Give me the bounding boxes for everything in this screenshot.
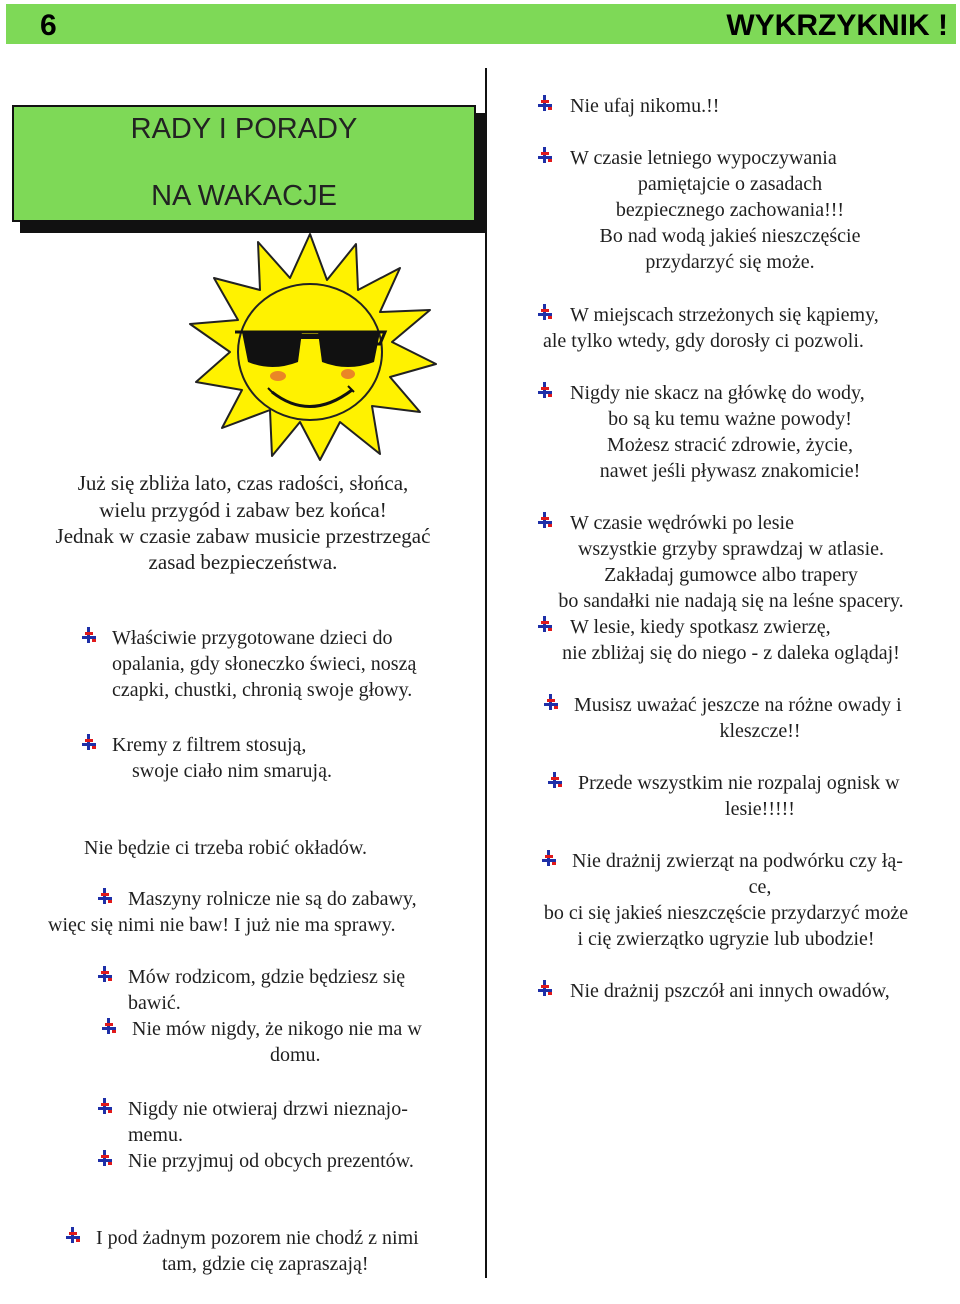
intro-line-2: wielu przygód i zabaw bez końca! [99, 498, 387, 522]
r8-line-1: Przede wszystkim nie rozpalaj ognisk w [578, 772, 900, 794]
r2-line-5: przydarzyć się może. [645, 251, 815, 273]
r4-line-2: bo są ku temu ważne powody! [608, 408, 852, 430]
tip4-line-2: bawić. [128, 992, 181, 1014]
r6-line-2: nie zbliżaj się do niego - z daleka oglądaj! [562, 642, 900, 664]
r8-line-2: lesie!!!!! [725, 798, 795, 820]
r9-line-4: i cię zwierzątko ugryzie lub ubodzie! [577, 928, 875, 950]
r5-line-1: W czasie wędrówki po lesie [570, 512, 794, 534]
pushpin-bullet-icon [546, 771, 564, 789]
r3-line-1: W miejscach strzeżonych się kąpiemy, [570, 304, 879, 326]
tip1-line-1: Właściwie przygotowane dzieci do [112, 627, 393, 649]
r10: Nie drażnij pszczół ani innych owadów, [570, 980, 890, 1002]
pushpin-bullet-icon [80, 733, 98, 751]
pushpin-bullet-icon [536, 146, 554, 164]
pushpin-bullet-icon [542, 693, 560, 711]
r2-line-4: Bo nad wodą jakieś nieszczęście [599, 225, 861, 247]
tip8-line-1: I pod żadnym pozorem nie chodź z nimi [96, 1227, 419, 1249]
pushpin-bullet-icon [536, 94, 554, 112]
title-box [12, 105, 476, 222]
tip6-line-2: memu. [128, 1124, 183, 1146]
tip2-line-1: Kremy z filtrem stosują, [112, 734, 307, 756]
r5-line-2: wszystkie grzyby sprawdzaj w atlasie. [577, 538, 884, 560]
pushpin-bullet-icon [536, 303, 554, 321]
intro-line-4: zasad bezpieczeństwa. [148, 550, 338, 574]
r7-line-1: Musisz uważać jeszcze na różne owady i [574, 694, 902, 716]
pushpin-bullet-icon [64, 1226, 82, 1244]
tip4-line-1: Mów rodzicom, gdzie będziesz się [128, 966, 406, 988]
tip3-line-1: Maszyny rolnicze nie są do zabawy, [128, 888, 417, 910]
tip5-line-1: Nie mów nigdy, że nikogo nie ma w [132, 1018, 422, 1040]
tip2-line-2: swoje ciało nim smarują. [132, 760, 332, 782]
r4-line-1: Nigdy nie skacz na główkę do wody, [570, 382, 865, 404]
r7-line-2: kleszcze!! [719, 720, 801, 742]
title-line-2: NA WAKACJE [151, 180, 337, 212]
pushpin-bullet-icon [80, 626, 98, 644]
pushpin-bullet-icon [536, 615, 554, 633]
tip1-line-3: czapki, chustki, chronią swoje głowy. [112, 679, 413, 701]
r9-line-2: ce, [748, 876, 772, 898]
tip6-line-1: Nigdy nie otwieraj drzwi nieznajo- [128, 1098, 408, 1120]
tip2-after: Nie będzie ci trzeba robić okładów. [84, 837, 368, 859]
r1: Nie ufaj nikomu.!! [570, 95, 720, 117]
intro-line-1: Już się zbliża lato, czas radości, słońca, [77, 471, 409, 495]
tip1-line-2: opalania, gdy słoneczko świeci, noszą [112, 653, 417, 675]
pushpin-bullet-icon [536, 381, 554, 399]
sun-with-sunglasses-icon [180, 232, 440, 462]
r2-line-3: bezpiecznego zachowania!!! [615, 199, 845, 221]
pushpin-bullet-icon [536, 979, 554, 997]
r9-line-1: Nie drażnij zwierząt na podwórku czy łą- [572, 850, 903, 872]
pushpin-bullet-icon [100, 1017, 118, 1035]
r9-line-3: bo ci się jakieś nieszczęście przydarzyć może [543, 902, 909, 924]
tip8-line-2: tam, gdzie cię zapraszają! [162, 1253, 369, 1275]
pushpin-bullet-icon [96, 887, 114, 905]
r2-line-1: W czasie letniego wypoczywania [570, 147, 837, 169]
r4-line-3: Możesz stracić zdrowie, życie, [607, 434, 853, 456]
page-number: 6 [40, 9, 57, 42]
r5-line-3: Zakładaj gumowce albo trapery [604, 564, 858, 586]
column-divider [485, 68, 487, 1278]
pushpin-bullet-icon [96, 965, 114, 983]
r3-line-2: ale tylko wtedy, gdy dorosły ci pozwoli. [543, 330, 864, 352]
intro-line-3: Jednak w czasie zabaw musicie przestrzegać [55, 524, 431, 548]
pushpin-bullet-icon [536, 511, 554, 529]
header-bar [6, 4, 956, 44]
r4-line-4: nawet jeśli pływasz znakomicie! [599, 460, 861, 482]
title-line-1: RADY I PORADY [130, 113, 358, 145]
r2-line-2: pamiętajcie o zasadach [637, 173, 823, 195]
pushpin-bullet-icon [540, 849, 558, 867]
r6-line-1: W lesie, kiedy spotkasz zwierzę, [570, 616, 831, 638]
pushpin-bullet-icon [96, 1149, 114, 1167]
tip5-line-2: domu. [270, 1044, 321, 1066]
publication-title: WYKRZYKNIK ! [726, 9, 948, 42]
tip7: Nie przyjmuj od obcych prezentów. [128, 1150, 414, 1172]
tip3-line-2: więc się nimi nie baw! I już nie ma sprawy. [48, 914, 396, 936]
r5-line-4: bo sandałki nie nadają się na leśne spacery. [558, 590, 904, 612]
pushpin-bullet-icon [96, 1097, 114, 1115]
